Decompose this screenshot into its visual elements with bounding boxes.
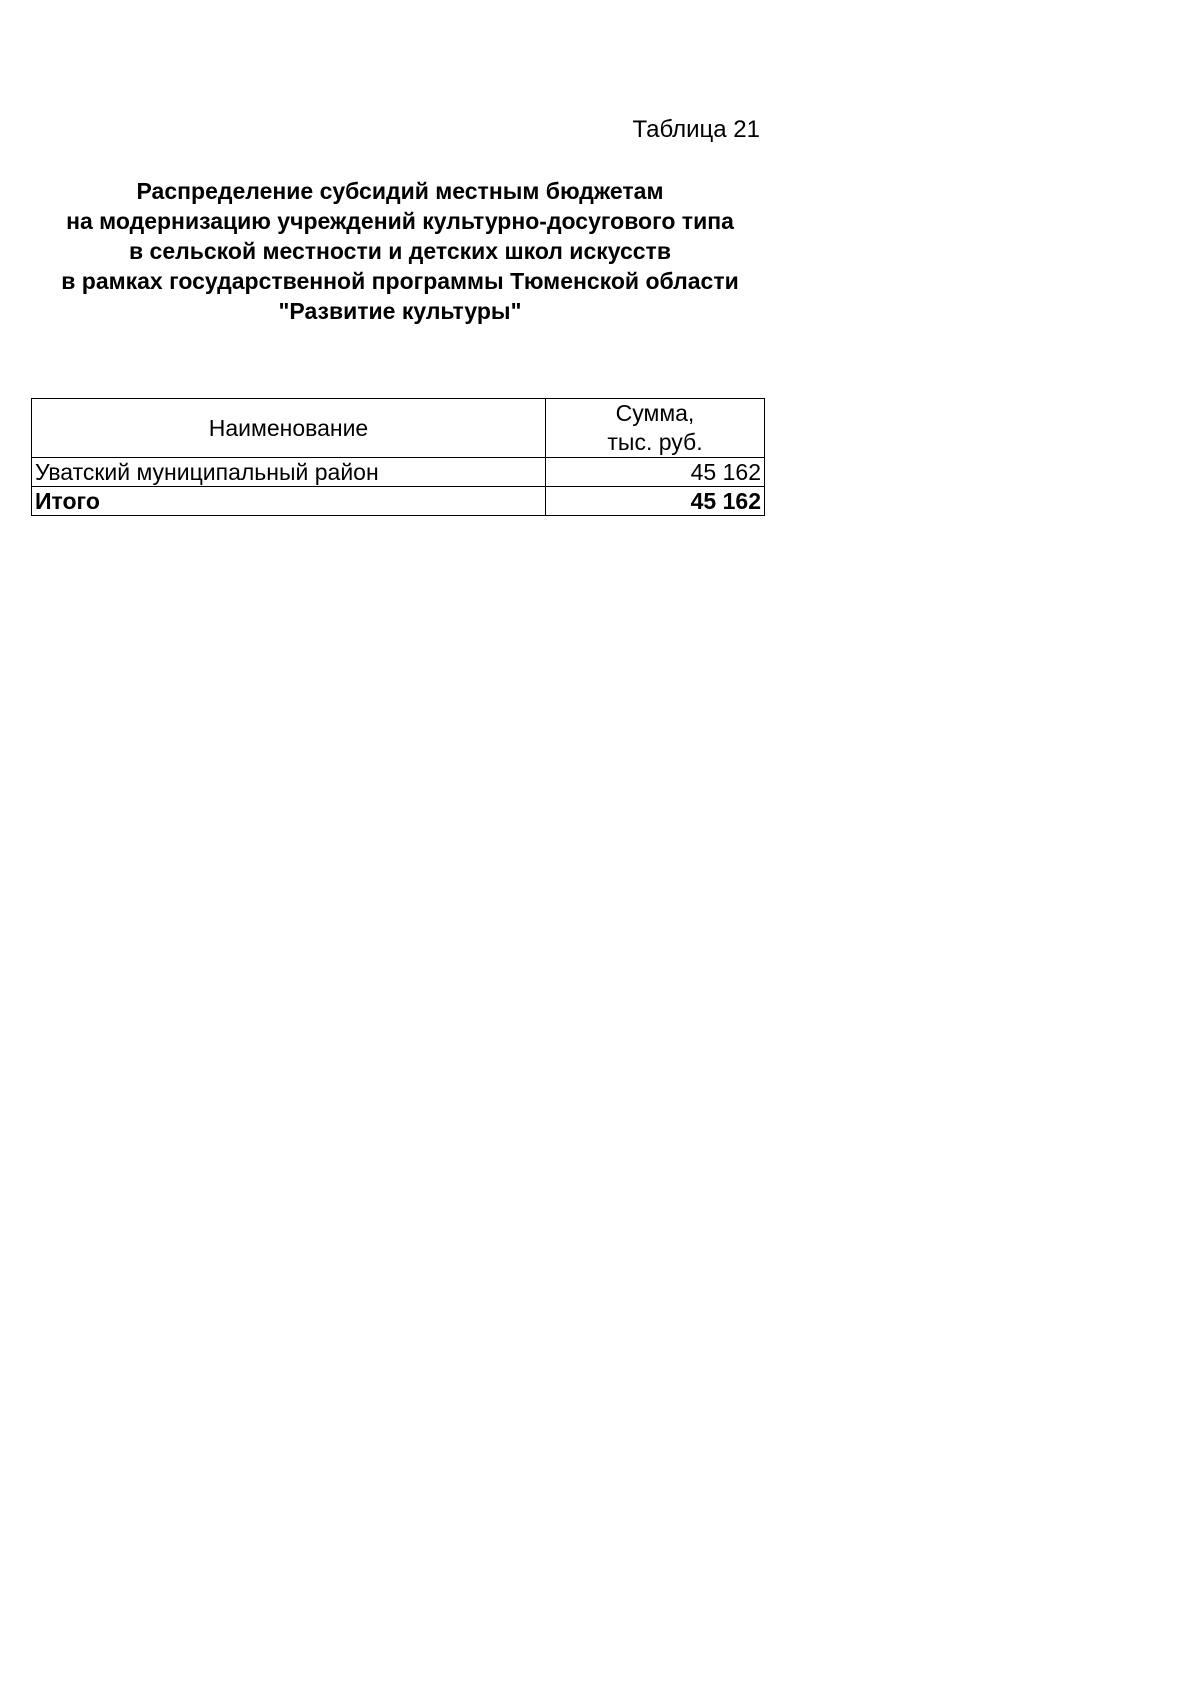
column-header-sum: [546, 399, 765, 458]
title-line: "Развитие культуры": [278, 298, 522, 324]
column-header-name: Наименование: [32, 399, 546, 458]
table-header-row: [32, 399, 765, 458]
title-line: Распределение субсидий местным бюджетам: [136, 178, 664, 204]
row-name: Уватский муниципальный район: [32, 458, 546, 487]
total-sum: 45 162: [546, 487, 765, 516]
table-number: Таблица 21: [632, 116, 760, 143]
row-sum: 45 162: [546, 458, 765, 487]
total-row: [32, 487, 765, 516]
title-line: в сельской местности и детских школ искусств: [129, 238, 671, 264]
column-header-sum-line2: тыс. руб.: [607, 429, 703, 455]
title-line: на модернизацию учреждений культурно-досугового типа: [66, 208, 734, 234]
subsidy-table: [31, 398, 765, 516]
table-row: [32, 458, 765, 487]
title-line: в рамках государственной программы Тюменской области: [61, 268, 739, 294]
document-title: [30, 176, 770, 326]
column-header-sum-line1: Сумма,: [615, 400, 695, 426]
total-label: Итого: [32, 487, 546, 516]
